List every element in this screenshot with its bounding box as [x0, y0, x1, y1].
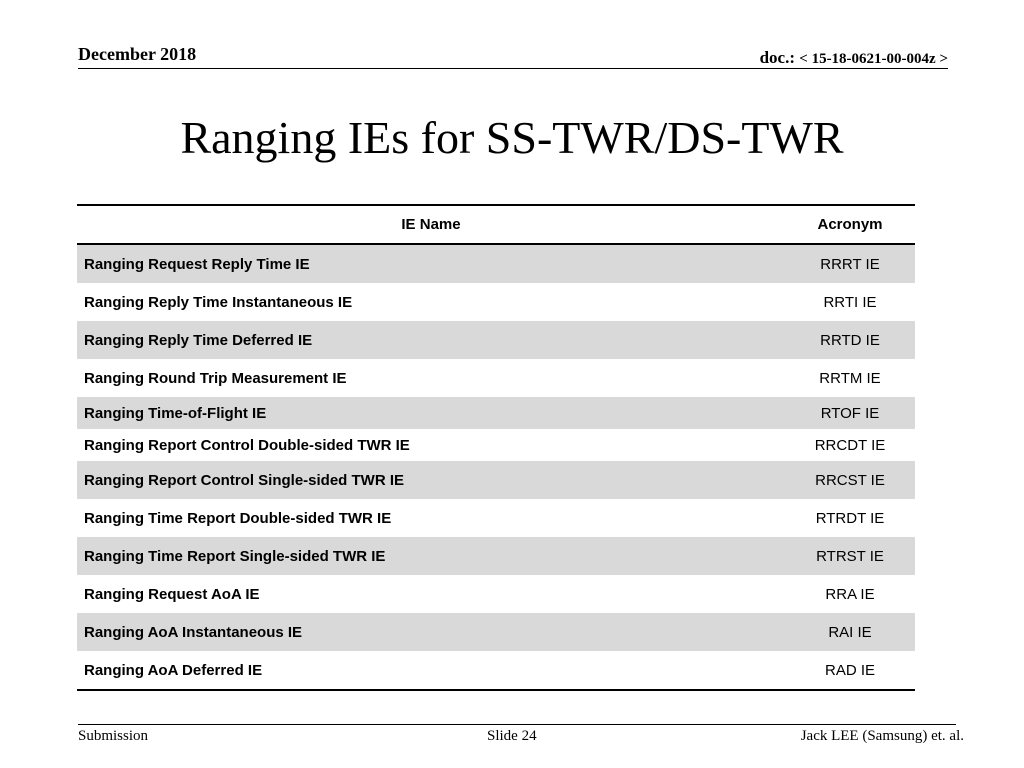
doc-label: doc.:	[759, 48, 796, 67]
table-row	[77, 499, 915, 537]
acronym-cell: RRTM IE	[819, 369, 881, 387]
table-row	[77, 359, 915, 397]
ie-name-cell: Ranging Report Control Single-sided TWR IE	[77, 461, 785, 499]
footer-divider	[78, 724, 956, 725]
table-row	[77, 397, 915, 429]
table-row	[77, 283, 915, 321]
ie-name-cell: Ranging Time Report Double-sided TWR IE	[84, 509, 392, 527]
table-row	[77, 461, 915, 499]
header-divider	[78, 68, 948, 69]
acronym-cell: RRCST IE	[785, 461, 915, 499]
header-date: December 2018	[78, 44, 197, 64]
acronym-cell: RRTI IE	[823, 293, 877, 311]
table-header-row	[77, 205, 915, 244]
acronym-cell: RTRST IE	[785, 537, 915, 575]
footer-slide-number: Slide 24	[487, 728, 537, 744]
acronym-cell: RTOF IE	[785, 397, 915, 429]
column-header-acronym: Acronym	[785, 205, 915, 244]
ie-name-cell: Ranging Report Control Double-sided TWR IE	[84, 436, 410, 454]
ie-name-cell: Ranging Reply Time Deferred IE	[77, 321, 785, 359]
ie-name-cell: Ranging Time-of-Flight IE	[77, 397, 785, 429]
table-row	[77, 321, 915, 359]
slide-title: Ranging IEs for SS-TWR/DS-TWR	[180, 112, 844, 163]
ie-name-cell: Ranging Time Report Single-sided TWR IE	[77, 537, 785, 575]
acronym-cell: RTRDT IE	[815, 509, 885, 527]
ie-name-cell: Ranging Request AoA IE	[84, 585, 260, 603]
table-row	[77, 651, 915, 690]
table-row	[77, 244, 915, 283]
table-row	[77, 537, 915, 575]
footer-author: Jack LEE (Samsung) et. al.	[800, 728, 964, 744]
doc-number: < 15-18-0621-00-004z >	[799, 51, 948, 67]
ie-name-cell: Ranging AoA Deferred IE	[84, 661, 263, 679]
table-row	[77, 429, 915, 461]
column-header-ie-name: IE Name	[77, 205, 785, 244]
footer-submission: Submission	[78, 728, 149, 744]
ie-name-cell: Ranging Reply Time Instantaneous IE	[84, 293, 353, 311]
acronym-cell: RRTD IE	[785, 321, 915, 359]
ie-table	[77, 204, 915, 691]
header-doc-id	[760, 48, 948, 68]
ie-name-cell: Ranging Request Reply Time IE	[77, 244, 785, 283]
table-row	[77, 575, 915, 613]
ie-name-cell: Ranging AoA Instantaneous IE	[77, 613, 785, 651]
acronym-cell: RAI IE	[785, 613, 915, 651]
acronym-cell: RRCDT IE	[814, 436, 886, 454]
acronym-cell: RAD IE	[824, 661, 875, 679]
ie-name-cell: Ranging Round Trip Measurement IE	[84, 369, 347, 387]
acronym-cell: RRRT IE	[785, 244, 915, 283]
table-row	[77, 613, 915, 651]
acronym-cell: RRA IE	[825, 585, 875, 603]
